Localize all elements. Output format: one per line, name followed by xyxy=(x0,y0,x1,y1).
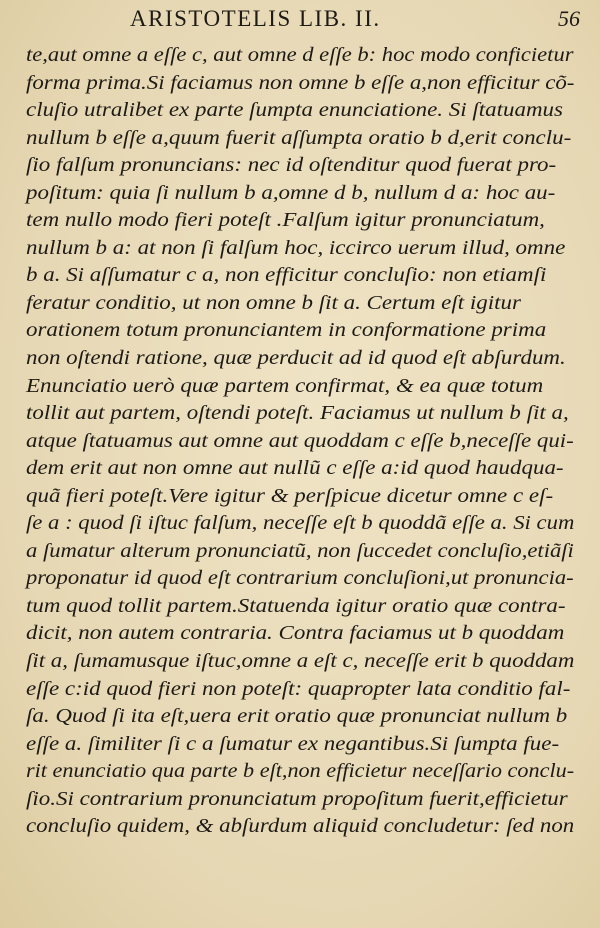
text-line: atque ſtatuamus aut omne aut quoddam c eſſe b,neceſſe qui- xyxy=(26,429,574,452)
text-line: nullum b a: at non ſi falſum hoc, iccirco uerum illud, omne xyxy=(26,236,566,259)
text-line: feratur conditio, ut non omne b ſit a. Certum eſt igitur xyxy=(26,291,521,314)
text-line: a ſumatur alterum pronunciatũ, non ſuccedet concluſio,etiãſi xyxy=(26,539,574,562)
text-line: proponatur id quod eſt contrarium concluſioni,ut pronuncia- xyxy=(26,567,574,590)
page-number: 56 xyxy=(558,6,580,31)
page-header xyxy=(26,6,586,36)
text-line: ſe a : quod ſi iſtuc falſum, neceſſe eſt b quoddã eſſe a. Si cum xyxy=(26,512,575,535)
text-line: poſitum: quia ſi nullum b a,omne d b, nullum d a: hoc au- xyxy=(26,181,556,204)
text-line: nullum b eſſe a,quum fuerit aſſumpta oratio b d,erit conclu- xyxy=(26,126,572,149)
text-line: quã fieri poteſt.Vere igitur & perſpicue dicetur omne c eſ- xyxy=(26,484,554,507)
text-line: non oſtendi ratione, quæ perducit ad id quod eſt abſurdum. xyxy=(26,347,566,370)
text-line: ſio.Si contrarium pronunciatum propoſitum fuerit,efficietur xyxy=(26,787,568,810)
text-line: concluſio quidem, & abſurdum aliquid concludetur: ſed non xyxy=(26,815,575,838)
text-line: Enunciatio uerò quæ partem confirmat, & ea quæ totum xyxy=(26,374,544,397)
body-text xyxy=(26,42,574,841)
text-line: tem nullo modo fieri poteſt .Falſum igitur pronunciatum, xyxy=(26,209,545,232)
text-line: cluſio utralibet ex parte ſumpta enunciatione. Si ſtatuamus xyxy=(26,99,563,122)
text-line: ſit a, ſumamusque iſtuc,omne a eſt c, neceſſe erit b quoddam xyxy=(26,650,575,673)
text-line: te,aut omne a eſſe c, aut omne d eſſe b: hoc modo conficietur xyxy=(26,44,574,66)
text-line: tum quod tollit partem.Statuenda igitur oratio quæ contra- xyxy=(26,594,566,617)
running-title: ARISTOTELIS LIB. II. xyxy=(130,6,381,31)
text-line: rit enunciatio qua parte b eſt,non efficietur neceſſario conclu- xyxy=(26,760,575,783)
text-line: dem erit aut non omne aut nullũ c eſſe a:id quod haudqua- xyxy=(26,457,564,480)
text-line: eſſe a. ſimiliter ſi c a ſumatur ex negantibus.Si ſumpta fue- xyxy=(26,732,560,755)
text-line: ſa. Quod ſi ita eſt,uera erit oratio quæ pronunciat nullum b xyxy=(26,705,568,728)
text-line: forma prima.Si faciamus non omne b eſſe a,non efficitur cõ- xyxy=(26,71,575,94)
text-line: orationem totum pronunciantem in conformatione prima xyxy=(26,319,547,342)
text-line: ſio falſum pronuncians: nec id oſtenditur quod fuerat pro- xyxy=(26,154,557,177)
text-line: b a. Si aſſumatur c a, non efficitur concluſio: non etiamſi xyxy=(26,264,547,287)
text-line: dicit, non autem contraria. Contra faciamus ut b quoddam xyxy=(26,622,565,645)
text-line: eſſe c:id quod fieri non poteſt: quapropter lata conditio fal- xyxy=(26,677,571,700)
text-line: tollit aut partem, oſtendi poteſt. Faciamus ut nullum b ſit a, xyxy=(26,402,569,425)
